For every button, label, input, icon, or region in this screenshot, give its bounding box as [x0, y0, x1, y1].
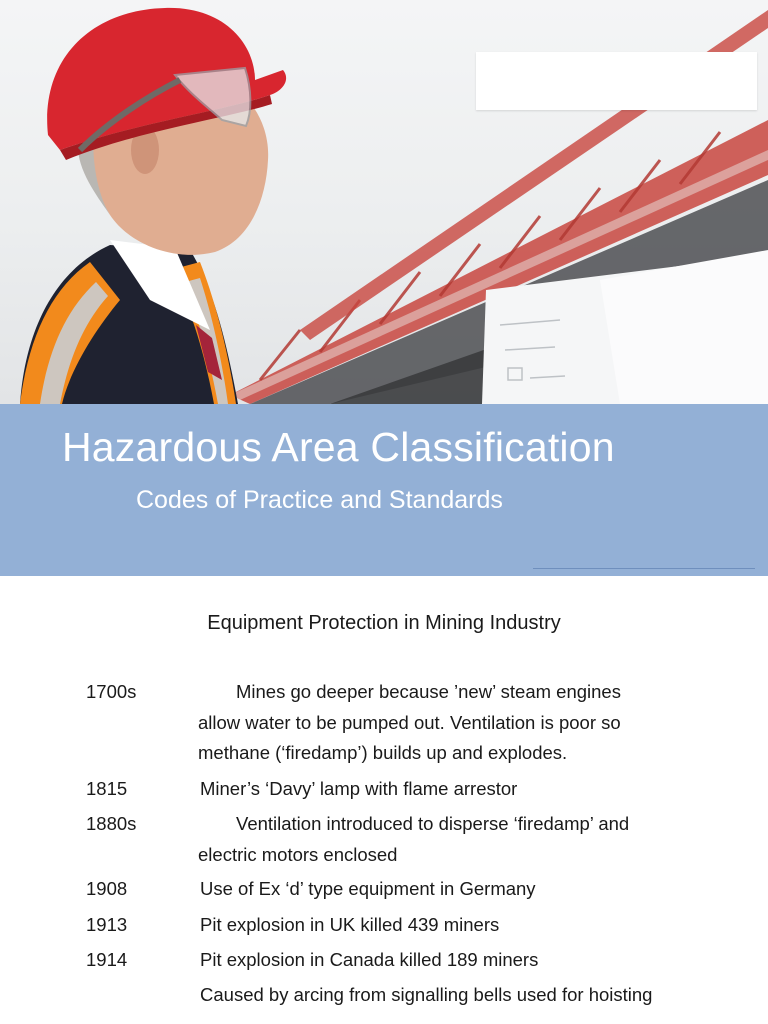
banner-subtitle: Codes of Practice and Standards	[136, 486, 503, 514]
timeline-text: Ventilation introduced to disperse ‘firedamp’ and	[236, 813, 630, 834]
banner-title: Hazardous Area Classification	[62, 424, 615, 470]
timeline-year: 1914	[86, 949, 128, 970]
timeline-text: Caused by arcing from signalling bells used for hoisting	[200, 984, 653, 1005]
timeline-text: Pit explosion in UK killed 439 miners	[200, 914, 500, 935]
timeline-text: Pit explosion in Canada killed 189 miners	[200, 949, 539, 970]
timeline-text: Miner’s ‘Davy’ lamp with flame arrestor	[200, 778, 518, 799]
timeline-year: 1815	[86, 778, 128, 799]
timeline-text: Mines go deeper because ’new’ steam engines	[236, 681, 621, 702]
banner-divider	[533, 568, 755, 569]
timeline-text: electric motors enclosed	[198, 844, 398, 865]
timeline-year: 1908	[86, 878, 128, 899]
timeline-year: 1913	[86, 914, 128, 935]
timeline-year: 1700s	[86, 681, 137, 702]
header-white-box	[476, 52, 757, 110]
title-banner	[0, 404, 768, 576]
timeline-year: 1880s	[86, 813, 137, 834]
section-heading: Equipment Protection in Mining Industry	[207, 612, 561, 634]
engineer-figure	[20, 8, 286, 404]
timeline-text: Use of Ex ‘d’ type equipment in Germany	[200, 878, 536, 899]
hero-photo	[0, 0, 768, 404]
timeline-text: allow water to be pumped out. Ventilation is poor so	[198, 712, 621, 733]
timeline-text: methane (‘firedamp’) builds up and explodes.	[198, 742, 568, 763]
